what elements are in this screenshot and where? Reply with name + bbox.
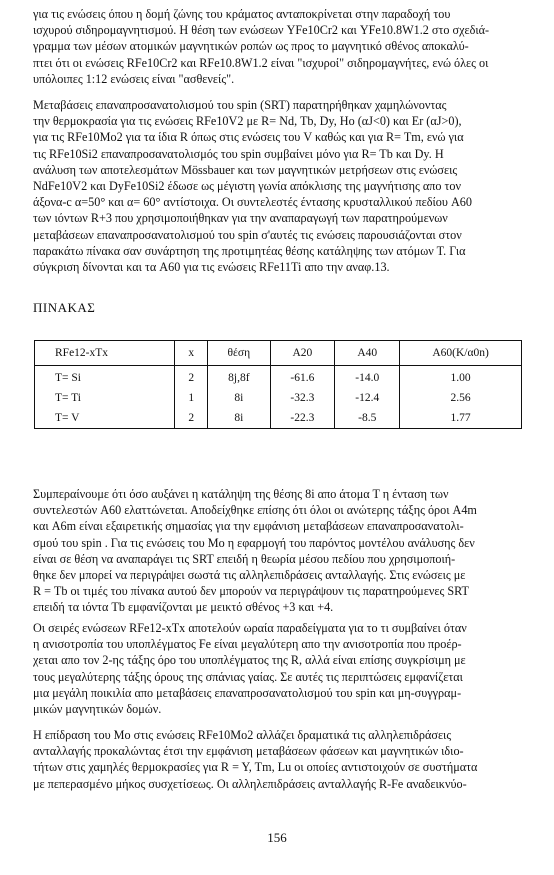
text-line: μεταβάσεων επαναπροσανατολισμού του spin σ'αυτές τις ενώσεις παρουσιάζονται στον	[33, 227, 462, 242]
paragraph-1	[33, 6, 525, 87]
text-line: με πεπερασμένο μήκος συσχετίσεως. Οι αλληλεπιδράσεις ανταλλαγής R-Fe αναδεικνύο-	[33, 776, 467, 791]
text-line: μικών μαγνητικών δομών.	[33, 702, 162, 717]
table-header-cell: θέση	[208, 341, 270, 366]
text-line: Οι σειρές ενώσεων RFe12-xTx αποτελούν ωραία παραδείγματα για το τι συμβαίνει όταν	[33, 621, 467, 635]
text-line: ισχυρού σιδηρομαγνητισμού. Η θέση των ενώσεων YFe10Cr2 και YFe10.8W1.2 στο σχεδιά-	[33, 23, 490, 38]
table-header-cell: A20	[270, 341, 335, 366]
text-line: NdFe10V2 και DyFe10Si2 έδωσε ως μέγιστη γωνία απόκλισης της μαγνήτισης απο τον	[33, 179, 462, 194]
text-line: ανάλυση των αποτελεσμάτων Mössbauer και των μαγνητικών μετρήσεων στις ενώσεις	[33, 162, 458, 177]
text-line: χεται απο τον 2-ης τάξης όρο του υποπλέγματος της R, αλλά είναι επίσης συγκρίσιμη με	[33, 653, 466, 668]
table-cell: 1	[175, 388, 208, 408]
text-line: γραμμα των μέσων ατομικών μαγνητικών ροπών ως προς το μαγνητικό σθένος αποκαλύ-	[33, 39, 469, 54]
text-line: τήτων στις χαμηλές θερμοκρασίες για R = Y, Tm, Lu οι οποίες αντιστοιχούν σε συστήματα	[33, 760, 478, 775]
text-line: μια μεγάλη ποικιλία απο μεταβάσεις επαναπροσανατολισμού του spin και μη-συγγραμ-	[33, 685, 462, 700]
table-cell: 8i	[208, 388, 270, 408]
paragraph-4	[33, 620, 525, 717]
text-line: η ανισοτροπία του υποπλέγματος Fe είναι μεγαλύτερη απο την ανισοτροπία που προέρ-	[33, 637, 462, 652]
text-line: R = Tb οι τιμές του πίνακα αυτού δεν μπορούν να περιγράψουν τις παρατηρούμενες SRT	[33, 584, 469, 599]
table-cell: 1.00	[400, 366, 522, 389]
text-line: υπόλοιπες 1:12 ενώσεις είναι "ασθενείς".	[33, 71, 235, 86]
table-cell: 2	[175, 408, 208, 429]
table-cell: -61.6	[270, 366, 335, 389]
table-cell: 1.77	[400, 408, 522, 429]
table-header-cell: A60(K/α0n)	[400, 341, 522, 366]
text-line: ανταλλαγής προκαλώντας έτσι την εμφάνιση μεταβάσεων φάσεων και μαγνητικών ιδιο-	[33, 744, 464, 759]
data-table	[34, 340, 522, 429]
text-line: τους μεγαλύτερης τάξης όρους της σπάνιας γαίας. Σε αυτές τις περιπτώσεις εμφανίζεται	[33, 669, 463, 684]
table-cell: -22.3	[270, 408, 335, 429]
table-cell: -12.4	[335, 388, 400, 408]
table-header-row	[35, 341, 522, 366]
table-cell: 2	[175, 366, 208, 389]
paragraph-5	[33, 727, 525, 792]
table-row	[35, 366, 522, 389]
table-cell: -14.0	[335, 366, 400, 389]
text-line: άξονα-c α=50° και α= 60° αντίστοιχα. Οι συντελεστές έντασης κρυσταλλικού πεδίου A60	[33, 195, 472, 210]
table-cell: 8i	[208, 408, 270, 429]
text-line: Η επίδραση του Mo στις ενώσεις RFe10Mo2 αλλάζει δραματικά τις αλληλεπιδράσεις	[33, 728, 452, 742]
paragraph-3	[33, 486, 525, 616]
text-line: Συμπεραίνουμε ότι όσο αυξάνει η κατάληψη της θέσης 8i απο άτομα Τ η ένταση των	[33, 487, 449, 501]
table-header-cell: A40	[335, 341, 400, 366]
text-line: για τις RFe10Mo2 για τα ίδια R όπως στις ενώσεις του V καθώς και για R= Tm, ενώ για	[33, 130, 464, 145]
text-line: σύγκριση δίνονται και τα A60 για τις ενώσεις RFe11Ti απο την αναφ.13.	[33, 260, 390, 275]
table-cell: T= Ti	[35, 388, 175, 408]
text-line: τις RFe10Si2 επαναπροσανατολισμός του spin συμβαίνει μόνο για R= Tb και Dy. Η	[33, 146, 444, 161]
page-number: 156	[267, 830, 287, 845]
table-cell: -32.3	[270, 388, 335, 408]
table-cell: 2.56	[400, 388, 522, 408]
table-row	[35, 388, 522, 408]
text-line: των ιόντων R+3 που χρησιμοποιήθηκαν για την αναπαραγωγή των παρατηρούμενων	[33, 211, 448, 226]
text-line: Μεταβάσεις επαναπροσανατολισμού του spin (SRT) παρατηρήθηκαν χαμηλώνοντας	[33, 98, 447, 112]
table-row	[35, 408, 522, 429]
text-line: πτει ότι οι ενώσεις RFe10Cr2 και RFe10.8W1.2 είναι "ισχυροί" σιδηρομαγνήτες, ενώ όλες οι	[33, 55, 489, 70]
text-line: για τις ενώσεις όπου η δομή ζώνης του κράματος ανταποκρίνεται στην παραδοχή του	[33, 7, 451, 21]
table-heading: ΠΙΝΑΚΑΣ	[33, 300, 96, 315]
table-header-cell: RFe12-xTx	[35, 341, 175, 366]
table-cell: T= V	[35, 408, 175, 429]
text-line: σμού του spin . Για τις ενώσεις του Mo η εφαρμογή του παρόντος μοντέλου ανάλυσης δεν	[33, 535, 475, 550]
table-header-cell: x	[175, 341, 208, 366]
table-cell: 8j,8f	[208, 366, 270, 389]
table-cell: -8.5	[335, 408, 400, 429]
text-line: είναι σε θέση να αναπαράγει τις SRT επειδή η θεωρία μέσου πεδίου που χρησιμοποιή-	[33, 551, 456, 566]
text-line: και A6m είναι εξαιρετικής σημασίας για την εμφάνιση μεταβάσεων επαναπροσανατολι-	[33, 519, 464, 534]
text-line: παρακάτω πίνακα σαν συνάρτηση της προτιμητέας θέσης κατάληψης των ατόμων Τ. Για	[33, 243, 466, 258]
text-line: θηκε δεν μπορεί να περιγράψει σωστά τις αλληλεπιδράσεις ανταλλαγής. Στις ενώσεις με	[33, 568, 466, 583]
text-line: συντελεστών A60 ελαττώνεται. Αποδείχθηκε επίσης ότι όλοι οι ανώτερης τάξης όροι A4m	[33, 503, 477, 518]
text-line: την θερμοκρασία για τις ενώσεις RFe10V2 με R= Nd, Tb, Dy, Ho (αJ<0) και Er (αJ>0),	[33, 114, 462, 129]
text-line: επειδή τα ιόντα Tb εμφανίζονται με μεικτό σθένος +3 και +4.	[33, 600, 334, 615]
table-cell: T= Si	[35, 366, 175, 389]
paragraph-2	[33, 97, 525, 275]
